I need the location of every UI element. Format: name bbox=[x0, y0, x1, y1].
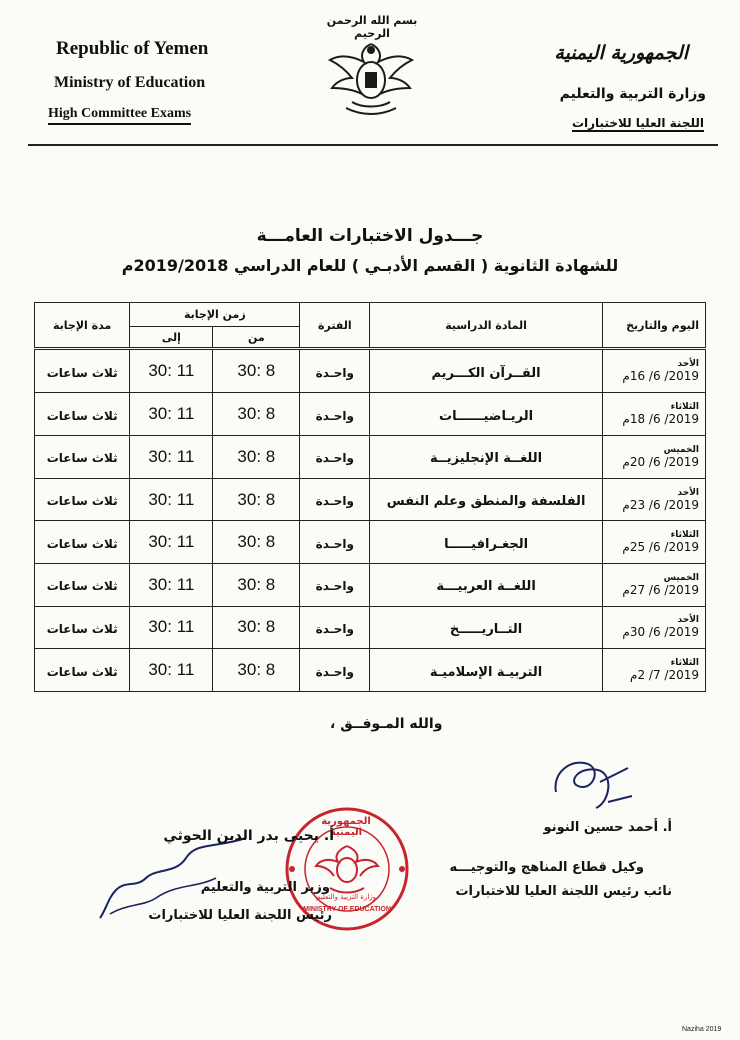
cell-to-text: 11 :30 bbox=[148, 617, 195, 637]
cell-period-text: واحـدة bbox=[315, 494, 354, 508]
closing-phrase: والله المـوفــق ، bbox=[330, 716, 443, 732]
stamp-bottom-text: MINISTRY OF EDUCATION bbox=[303, 906, 391, 913]
cell-date-value: 2019/ 6/ 30م bbox=[622, 625, 699, 640]
cell-duration-text: ثلاث ساعات bbox=[46, 408, 118, 423]
cell-duration-text: ثلاث ساعات bbox=[46, 579, 118, 594]
cell-to-text: 11 :30 bbox=[148, 660, 195, 680]
cell-from bbox=[213, 606, 300, 649]
cell-from bbox=[213, 393, 300, 436]
col-header-answer-time: زمن الإجابة bbox=[130, 303, 300, 327]
cell-period-text: واحـدة bbox=[315, 579, 354, 594]
signature-right-icon bbox=[548, 752, 638, 816]
cell-to bbox=[130, 393, 213, 436]
cell-subject bbox=[370, 436, 602, 479]
header-divider bbox=[28, 144, 718, 146]
cell-duration-text: ثلاث ساعات bbox=[46, 365, 118, 380]
cell-duration bbox=[35, 478, 130, 521]
eagle-emblem-icon bbox=[322, 34, 420, 120]
signature-left-title2: رئيس اللجنة العليا للاختبارات bbox=[148, 908, 332, 923]
header-committee-ar: اللجنة العليا للاختبارات bbox=[571, 116, 704, 130]
cell-subject-text: القــرآن الكـــريم bbox=[431, 365, 541, 381]
cell-date bbox=[602, 436, 705, 479]
cell-period bbox=[300, 606, 370, 649]
cell-from-text: 8 :30 bbox=[237, 532, 276, 552]
cell-from bbox=[213, 649, 300, 692]
cell-duration-text: ثلاث ساعات bbox=[46, 536, 118, 551]
cell-from-text: 8 :30 bbox=[237, 660, 276, 680]
cell-duration bbox=[35, 436, 130, 479]
exam-schedule-table bbox=[34, 302, 706, 692]
col-header-from: من bbox=[213, 327, 300, 349]
cell-subject-text: التربيـة الإسلاميـة bbox=[429, 664, 543, 680]
cell-date-value: 2019/ 7/ 2م bbox=[630, 668, 699, 683]
table-row bbox=[35, 349, 706, 393]
cell-subject bbox=[370, 606, 602, 649]
cell-to bbox=[130, 649, 213, 692]
cell-subject bbox=[370, 649, 602, 692]
col-header-date: اليوم والتاريخ bbox=[602, 303, 705, 349]
cell-period-text: واحـدة bbox=[315, 621, 354, 636]
table-row bbox=[35, 606, 706, 649]
cell-period-text: واحـدة bbox=[315, 536, 354, 551]
cell-day-name: الأحد bbox=[677, 359, 699, 370]
table-row bbox=[35, 478, 706, 521]
table-row bbox=[35, 436, 706, 479]
cell-subject bbox=[370, 478, 602, 521]
cell-day-name: الثلاثاء bbox=[670, 658, 699, 669]
table-row bbox=[35, 649, 706, 692]
footer-note: Naziha 2019 bbox=[682, 1026, 722, 1033]
table-row bbox=[35, 521, 706, 564]
cell-to-text: 11 :30 bbox=[148, 361, 195, 381]
cell-period-text: واحـدة bbox=[315, 408, 354, 423]
cell-day-name: الأحد bbox=[677, 487, 699, 498]
cell-duration-text: ثلاث ساعات bbox=[46, 494, 118, 508]
col-header-duration: مدة الإجابة bbox=[35, 303, 130, 349]
cell-subject-text: الفلسفة والمنطق وعلم النفس bbox=[386, 494, 586, 509]
cell-date-value: 2019/ 6/ 18م bbox=[622, 412, 699, 427]
cell-subject-text: اللغــة العربيـــة bbox=[436, 579, 536, 595]
page-title: جـــدول الاختبارات العامـــة bbox=[256, 226, 484, 246]
cell-date bbox=[602, 393, 705, 436]
cell-date-value: 2019/ 6/ 20م bbox=[622, 454, 699, 469]
cell-period bbox=[300, 478, 370, 521]
cell-date-value: 2019/ 6/ 27م bbox=[622, 582, 699, 597]
signature-right-name: أ. أحمد حسين النونو bbox=[543, 820, 672, 835]
signature-left-title1: وزير التربية والتعليم bbox=[200, 880, 330, 895]
cell-from-text: 8 :30 bbox=[237, 617, 276, 637]
table-row bbox=[35, 393, 706, 436]
cell-to bbox=[130, 478, 213, 521]
cell-period-text: واحـدة bbox=[315, 664, 354, 679]
cell-day-name: الثلاثاء bbox=[670, 530, 699, 541]
cell-to bbox=[130, 521, 213, 564]
cell-to-text: 11 :30 bbox=[148, 404, 195, 424]
cell-date bbox=[602, 349, 705, 393]
cell-duration-text: ثلاث ساعات bbox=[46, 621, 118, 636]
cell-to-text: 11 :30 bbox=[148, 532, 195, 552]
cell-from bbox=[213, 521, 300, 564]
cell-period bbox=[300, 649, 370, 692]
basmala: بسم الله الرحمن الرحيم bbox=[326, 14, 418, 40]
header-ministry: Ministry of Education bbox=[54, 74, 206, 91]
signature-left-name: أ. يحيى بدر الدين الحوثي bbox=[163, 828, 334, 844]
cell-from bbox=[213, 478, 300, 521]
header-ministry-ar: وزارة التربية والتعليم bbox=[559, 86, 706, 102]
cell-date-value: 2019/ 6/ 23م bbox=[622, 497, 699, 512]
cell-subject-text: الجغـرافيـــــا bbox=[444, 536, 529, 552]
cell-duration-text: ثلاث ساعات bbox=[46, 451, 118, 466]
cell-duration bbox=[35, 393, 130, 436]
cell-period bbox=[300, 393, 370, 436]
cell-to-text: 11 :30 bbox=[148, 489, 195, 509]
cell-duration bbox=[35, 563, 130, 606]
stamp-mid-text: وزارة التربية والتعليم bbox=[315, 893, 377, 901]
cell-day-name: الخميس bbox=[663, 444, 699, 455]
stamp-top-text: الجمهورية اليمنية bbox=[321, 816, 371, 838]
cell-date bbox=[602, 478, 705, 521]
col-header-subject: المادة الدراسية bbox=[370, 303, 602, 349]
cell-date bbox=[602, 521, 705, 564]
cell-period bbox=[300, 436, 370, 479]
cell-date-value: 2019/ 6/ 16م bbox=[622, 369, 699, 384]
cell-to bbox=[130, 563, 213, 606]
header-committee: High Committee Exams bbox=[48, 106, 191, 125]
header-republic: Republic of Yemen bbox=[56, 38, 209, 59]
cell-date-value: 2019/ 6/ 25م bbox=[622, 540, 699, 555]
cell-duration bbox=[35, 521, 130, 564]
signature-right-title2: نائب رئيس اللجنة العليا للاختبارات bbox=[455, 884, 672, 899]
cell-to bbox=[130, 606, 213, 649]
cell-date bbox=[602, 606, 705, 649]
cell-duration bbox=[35, 349, 130, 393]
cell-from bbox=[213, 349, 300, 393]
cell-period-text: واحـدة bbox=[315, 365, 354, 380]
cell-period bbox=[300, 349, 370, 393]
col-header-period: الفترة bbox=[300, 303, 370, 349]
cell-from bbox=[213, 563, 300, 606]
cell-subject bbox=[370, 563, 602, 606]
cell-from-text: 8 :30 bbox=[237, 489, 276, 509]
cell-from-text: 8 :30 bbox=[237, 446, 276, 466]
table-row bbox=[35, 563, 706, 606]
cell-subject bbox=[370, 521, 602, 564]
cell-from-text: 8 :30 bbox=[237, 574, 276, 594]
cell-to bbox=[130, 349, 213, 393]
col-header-to: إلى bbox=[130, 327, 213, 349]
cell-day-name: الثلاثاء bbox=[670, 402, 699, 413]
cell-period bbox=[300, 563, 370, 606]
cell-from-text: 8 :30 bbox=[237, 404, 276, 424]
cell-subject bbox=[370, 393, 602, 436]
cell-day-name: الخميس bbox=[663, 572, 699, 583]
cell-from-text: 8 :30 bbox=[237, 361, 276, 381]
cell-duration bbox=[35, 606, 130, 649]
cell-from bbox=[213, 436, 300, 479]
cell-day-name: الأحد bbox=[677, 615, 699, 626]
cell-period-text: واحـدة bbox=[315, 451, 354, 466]
header-republic-ar: الجمهورية اليمنية bbox=[554, 42, 688, 64]
cell-date bbox=[602, 649, 705, 692]
signature-right-title1: وكيل قطاع المناهج والتوجيـــه bbox=[449, 860, 644, 875]
cell-subject-text: التــاريـــــخ bbox=[449, 621, 523, 637]
cell-duration-text: ثلاث ساعات bbox=[46, 664, 118, 679]
cell-to bbox=[130, 436, 213, 479]
cell-date bbox=[602, 563, 705, 606]
cell-period bbox=[300, 521, 370, 564]
cell-subject-text: اللغــة الإنجليزيــة bbox=[430, 451, 543, 467]
cell-subject bbox=[370, 349, 602, 393]
cell-subject-text: الريـاضيــــــات bbox=[439, 408, 534, 424]
page-subtitle: للشهادة الثانوية ( القسم الأدبـي ) للعام الدراسي 2019/2018م bbox=[121, 256, 619, 275]
cell-to-text: 11 :30 bbox=[148, 574, 195, 594]
cell-duration bbox=[35, 649, 130, 692]
cell-to-text: 11 :30 bbox=[148, 446, 195, 466]
